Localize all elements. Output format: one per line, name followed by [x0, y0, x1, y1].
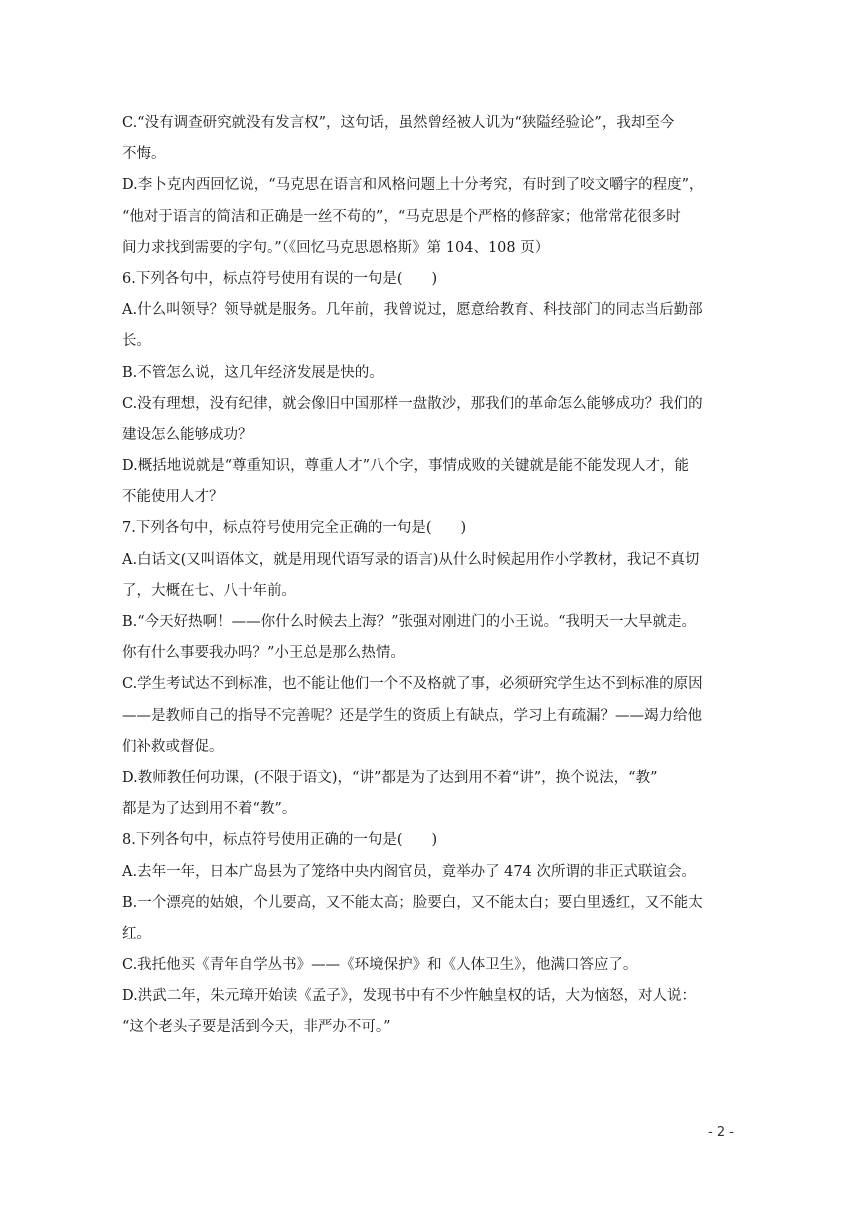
- text-line: D.洪武二年，朱元璋开始读《孟子》，发现书中有不少忤触皇权的话，大为恼怒，对人说：: [122, 988, 696, 1005]
- text-line: D.李卜克内西回忆说，“马克思在语言和风格问题上十分考究，有时到了咬文嚼字的程度”，: [122, 177, 704, 194]
- text-line: A.白话文(又叫语体文，就是用现代语写录的语言)从什么时候起用作小学教材，我记不真切: [122, 551, 700, 568]
- document-body: [122, 108, 742, 1044]
- text-line: 你有什么事要我办吗？”小王总是那么热情。: [122, 645, 405, 662]
- text-line: 不能使用人才？: [122, 489, 224, 506]
- text-line: 长。: [122, 333, 151, 350]
- text-line: D.教师教任何功课，(不限于语文)，“讲”都是为了达到用不着“讲”，换个说法，“教”: [122, 769, 658, 786]
- text-line: ——是教师自己的指导不完善呢？还是学生的资质上有缺点，学习上有疏漏？——竭力给他: [122, 707, 702, 724]
- text-line: B.“今天好热啊！——你什么时候去上海？”张强对刚进门的小王说。“我明天一大早就走。: [122, 614, 696, 630]
- question-heading: 6.下列各句中，标点符号使用有误的一句是( ): [122, 270, 438, 287]
- text-line: A.去年一年，日本广岛县为了笼络中央内阁官员，竟举办了 474 次所谓的非正式联谊会。: [122, 863, 696, 880]
- text-line: C.学生考试达不到标准，也不能让他们一个不及格就了事，必须研究学生达不到标准的原因: [122, 676, 703, 693]
- text-line: 不悔。: [122, 146, 166, 163]
- question-heading: 8.下列各句中，标点符号使用正确的一句是( ): [122, 832, 438, 849]
- text-line: B.一个漂亮的姑娘，个儿要高，又不能太高；脸要白，又不能太白；要白里透红，又不能太: [122, 894, 703, 911]
- text-line: A.什么叫领导？领导就是服务。几年前，我曾说过，愿意给教育、科技部门的同志当后勤部: [122, 302, 703, 319]
- text-line: 了，大概在七、八十年前。: [122, 582, 296, 599]
- text-line: “他对于语言的简洁和正确是一丝不苟的”，“马克思是个严格的修辞家；他常常花很多时: [122, 208, 681, 225]
- text-line: 都是为了达到用不着“教”。: [122, 801, 297, 818]
- text-line: D.概括地说就是“尊重知识，尊重人才”八个字，事情成败的关键就是能不能发现人才，能: [122, 458, 690, 475]
- text-line: “这个老头子要是活到今天，非严办不可。”: [122, 1019, 391, 1036]
- text-line: C.“没有调查研究就没有发言权”，这句话，虽然曾经被人讥为“狭隘经验论”，我却至今: [122, 115, 675, 131]
- page-number: - 2 -: [708, 1125, 734, 1140]
- text-line: C.没有理想，没有纪律，就会像旧中国那样一盘散沙，那我们的革命怎么能够成功？我们的: [122, 395, 703, 412]
- text-line: B.不管怎么说，这几年经济发展是快的。: [122, 364, 384, 381]
- text-line: C.我托他买《青年自学丛书》——《环境保护》和《人体卫生》，他满口答应了。: [122, 957, 638, 974]
- text-line: 间力求找到需要的字句。”（《回忆马克思恩格斯》第 104、108 页）: [122, 239, 550, 256]
- text-line: 红。: [122, 925, 151, 942]
- question-heading: 7.下列各句中，标点符号使用完全正确的一句是( ): [122, 520, 467, 537]
- text-line: 们补救或督促。: [122, 738, 224, 755]
- text-line: 建设怎么能够成功？: [122, 426, 253, 443]
